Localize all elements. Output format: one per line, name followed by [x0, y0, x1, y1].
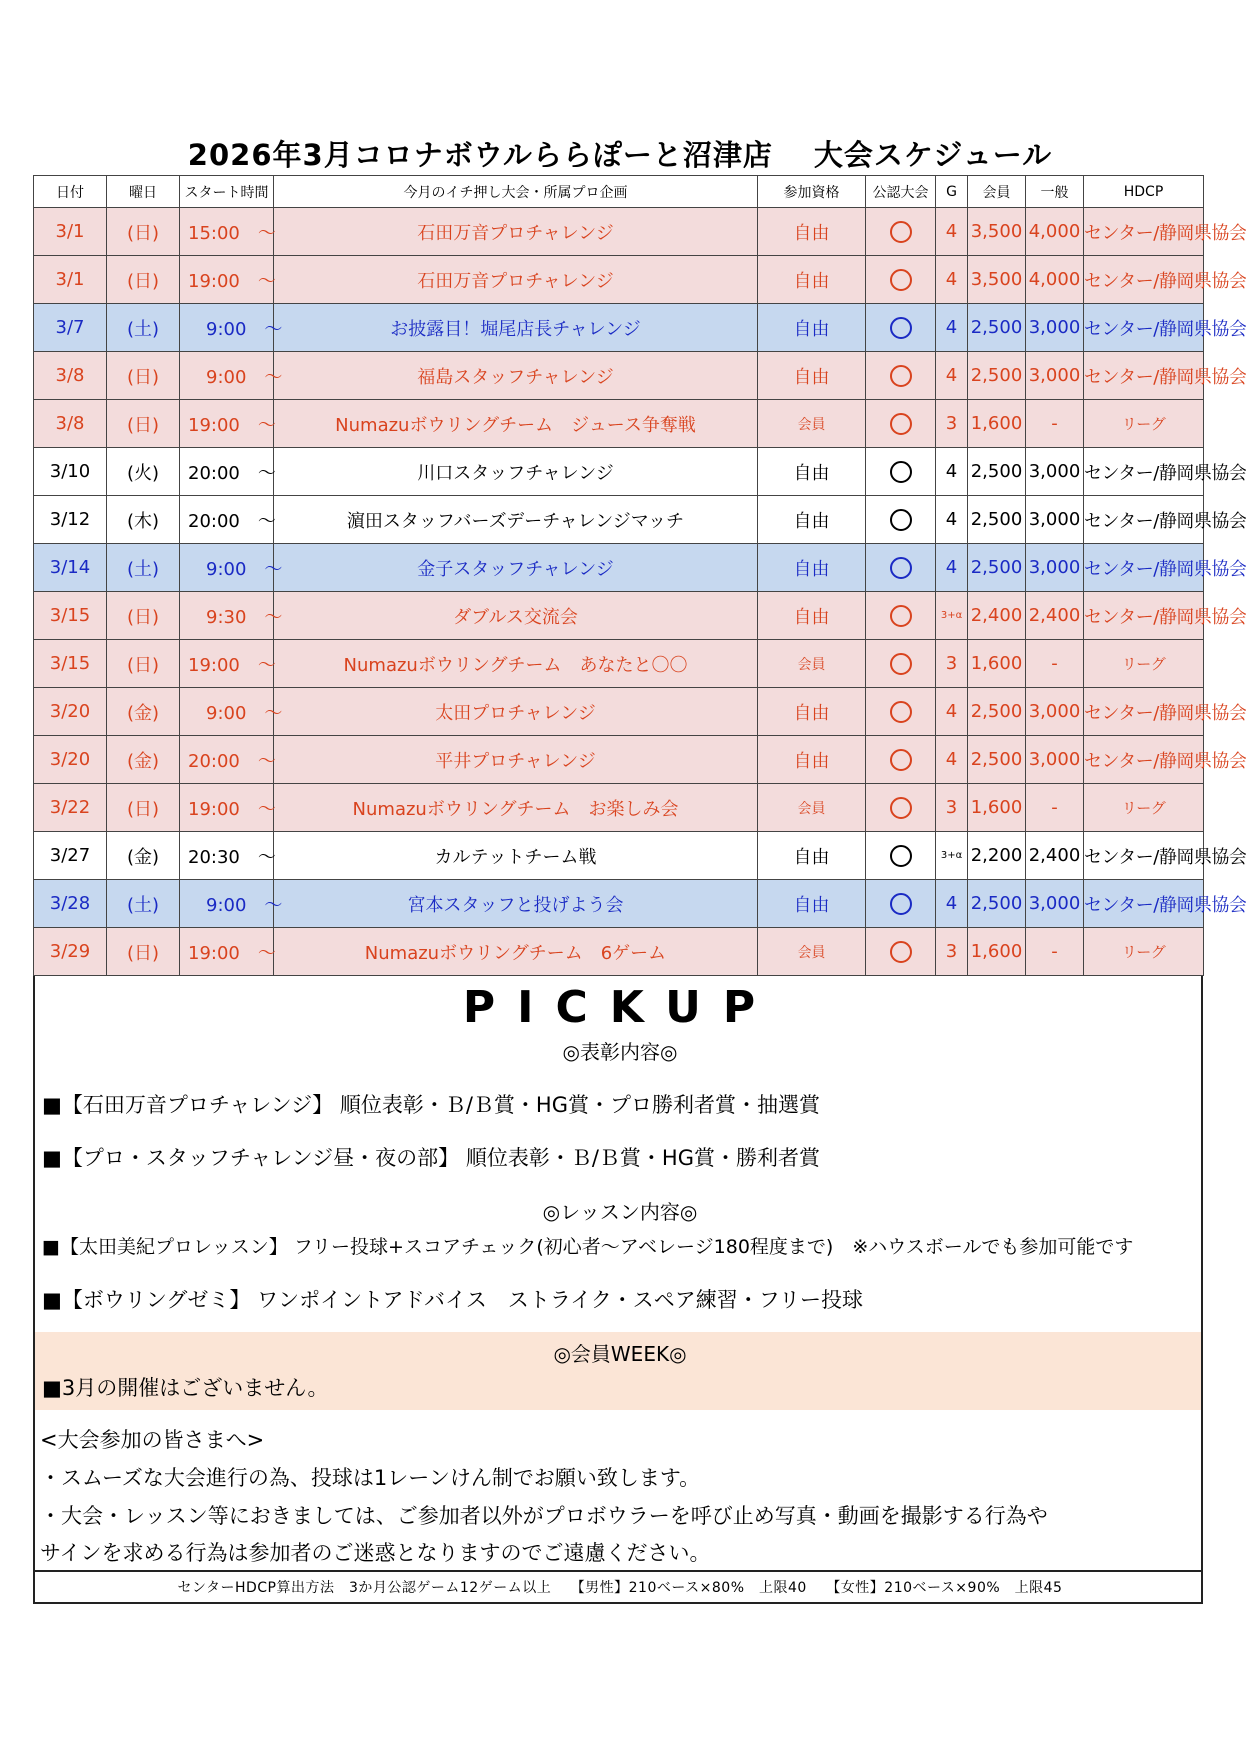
- row-event-name: 平井プロチャレンジ: [274, 736, 758, 784]
- row-event-name: 宮本スタッフと投げよう会: [274, 880, 758, 928]
- schedule-row: [34, 256, 1204, 304]
- row-games: 4: [936, 880, 968, 928]
- notes-line: サインを求める行為は参加者のご迷惑となりますのでご遠慮ください。: [40, 1541, 711, 1565]
- schedule-row: [34, 688, 1204, 736]
- row-day: (金): [107, 736, 180, 784]
- row-qualification: 会員: [758, 400, 866, 448]
- row-sanctioned: [866, 352, 936, 400]
- notes-line: ・スムーズな大会進行の為、投球は1レーンけん制でお願い致します。: [40, 1466, 701, 1490]
- row-member-fee: 1,600: [968, 400, 1026, 448]
- sanctioned-circle-icon: [890, 221, 912, 243]
- row-games: 4: [936, 208, 968, 256]
- schedule-row: [34, 736, 1204, 784]
- row-hdcp: センター/静岡県協会: [1084, 208, 1204, 256]
- row-member-fee: 2,500: [968, 352, 1026, 400]
- header-date: 日付: [34, 176, 107, 208]
- row-general-fee: -: [1026, 928, 1084, 976]
- notes-heading: <大会参加の皆さまへ>: [40, 1428, 265, 1452]
- row-start-time: 20:00 ～: [180, 448, 274, 496]
- row-sanctioned: [866, 880, 936, 928]
- row-day: (日): [107, 208, 180, 256]
- row-sanctioned: [866, 448, 936, 496]
- row-start-time: 9:00 ～: [180, 304, 274, 352]
- row-date: 3/10: [34, 448, 107, 496]
- row-general-fee: 3,000: [1026, 880, 1084, 928]
- row-hdcp: センター/静岡県協会: [1084, 448, 1204, 496]
- row-general-fee: 4,000: [1026, 256, 1084, 304]
- row-games: 3+α: [936, 832, 968, 880]
- row-qualification: 会員: [758, 928, 866, 976]
- row-day: (日): [107, 592, 180, 640]
- row-member-fee: 2,500: [968, 544, 1026, 592]
- row-hdcp: センター/静岡県協会: [1084, 544, 1204, 592]
- sanctioned-circle-icon: [890, 653, 912, 675]
- row-qualification: 自由: [758, 544, 866, 592]
- sanctioned-circle-icon: [890, 941, 912, 963]
- lesson-line: ■【太田美紀プロレッスン】 フリー投球+スコアチェック(初心者～アベレージ180程度まで) ※ハウスボールでも参加可能です: [42, 1236, 1134, 1258]
- row-qualification: 自由: [758, 208, 866, 256]
- row-event-name: 金子スタッフチャレンジ: [274, 544, 758, 592]
- sanctioned-circle-icon: [890, 509, 912, 531]
- row-general-fee: -: [1026, 400, 1084, 448]
- row-member-fee: 2,500: [968, 304, 1026, 352]
- sanctioned-circle-icon: [890, 269, 912, 291]
- sanctioned-circle-icon: [890, 893, 912, 915]
- row-qualification: 自由: [758, 352, 866, 400]
- header-member-fee: 会員: [968, 176, 1026, 208]
- lesson-line: ■【ボウリングゼミ】 ワンポイントアドバイス ストライク・スペア練習・フリー投球: [42, 1288, 863, 1312]
- row-date: 3/27: [34, 832, 107, 880]
- award-line: ■【プロ・スタッフチャレンジ昼・夜の部】 順位表彰・Ｂ/Ｂ賞・HG賞・勝利者賞: [42, 1146, 820, 1170]
- row-start-time: 9:30 ～: [180, 592, 274, 640]
- row-hdcp: リーグ: [1084, 400, 1204, 448]
- row-qualification: 自由: [758, 304, 866, 352]
- row-start-time: 9:00 ～: [180, 880, 274, 928]
- row-general-fee: 2,400: [1026, 832, 1084, 880]
- row-member-fee: 3,500: [968, 256, 1026, 304]
- row-games: 4: [936, 256, 968, 304]
- row-day: (日): [107, 352, 180, 400]
- schedule-row: [34, 496, 1204, 544]
- row-general-fee: 3,000: [1026, 496, 1084, 544]
- row-event-name: お披露目！堀尾店長チャレンジ: [274, 304, 758, 352]
- row-date: 3/1: [34, 256, 107, 304]
- row-general-fee: 2,400: [1026, 592, 1084, 640]
- schedule-row: [34, 928, 1204, 976]
- row-general-fee: 3,000: [1026, 736, 1084, 784]
- row-member-fee: 1,600: [968, 640, 1026, 688]
- row-date: 3/8: [34, 352, 107, 400]
- row-day: (日): [107, 784, 180, 832]
- row-qualification: 自由: [758, 736, 866, 784]
- row-event-name: ダブルス交流会: [274, 592, 758, 640]
- row-games: 4: [936, 544, 968, 592]
- row-qualification: 自由: [758, 880, 866, 928]
- row-date: 3/22: [34, 784, 107, 832]
- schedule-row: [34, 400, 1204, 448]
- row-qualification: 自由: [758, 832, 866, 880]
- row-start-time: 19:00 ～: [180, 784, 274, 832]
- schedule-row: [34, 832, 1204, 880]
- row-qualification: 自由: [758, 592, 866, 640]
- schedule-row: [34, 640, 1204, 688]
- row-qualification: 会員: [758, 784, 866, 832]
- row-start-time: 9:00 ～: [180, 352, 274, 400]
- row-qualification: 自由: [758, 688, 866, 736]
- row-sanctioned: [866, 688, 936, 736]
- page-title: 2026年3月コロナボウルららぽーと沼津店 大会スケジュール: [187, 138, 1053, 172]
- row-start-time: 9:00 ～: [180, 544, 274, 592]
- member-week-heading: ◎会員WEEK◎: [553, 1342, 687, 1366]
- row-day: (日): [107, 256, 180, 304]
- row-games: 3: [936, 928, 968, 976]
- header-event: 今月のイチ押し大会・所属プロ企画: [274, 176, 758, 208]
- row-event-name: Numazuボウリングチーム あなたと〇〇: [274, 640, 758, 688]
- header-general-fee: 一般: [1026, 176, 1084, 208]
- row-member-fee: 2,500: [968, 448, 1026, 496]
- row-general-fee: -: [1026, 640, 1084, 688]
- row-member-fee: 1,600: [968, 928, 1026, 976]
- table-header-row: [34, 176, 1204, 208]
- row-day: (日): [107, 928, 180, 976]
- row-general-fee: 3,000: [1026, 544, 1084, 592]
- row-hdcp: リーグ: [1084, 928, 1204, 976]
- row-event-name: Numazuボウリングチーム ジュース争奪戦: [274, 400, 758, 448]
- row-member-fee: 3,500: [968, 208, 1026, 256]
- schedule-row: [34, 304, 1204, 352]
- pickup-heading: PICKUP: [462, 982, 778, 1033]
- schedule-table: [33, 175, 1246, 976]
- row-sanctioned: [866, 304, 936, 352]
- row-event-name: 福島スタッフチャレンジ: [274, 352, 758, 400]
- row-sanctioned: [866, 400, 936, 448]
- row-start-time: 19:00 ～: [180, 928, 274, 976]
- header-games: G: [936, 176, 968, 208]
- row-date: 3/15: [34, 640, 107, 688]
- row-day: (日): [107, 400, 180, 448]
- row-date: 3/1: [34, 208, 107, 256]
- schedule-row: [34, 352, 1204, 400]
- row-general-fee: 4,000: [1026, 208, 1084, 256]
- row-games: 3: [936, 400, 968, 448]
- schedule-row: [34, 544, 1204, 592]
- header-day: 曜日: [107, 176, 180, 208]
- row-hdcp: センター/静岡県協会: [1084, 304, 1204, 352]
- row-sanctioned: [866, 736, 936, 784]
- row-hdcp: センター/静岡県協会: [1084, 880, 1204, 928]
- row-hdcp: センター/静岡県協会: [1084, 688, 1204, 736]
- row-member-fee: 1,600: [968, 784, 1026, 832]
- row-general-fee: 3,000: [1026, 448, 1084, 496]
- row-member-fee: 2,500: [968, 496, 1026, 544]
- row-sanctioned: [866, 592, 936, 640]
- sanctioned-circle-icon: [890, 413, 912, 435]
- sanctioned-circle-icon: [890, 605, 912, 627]
- row-sanctioned: [866, 208, 936, 256]
- row-date: 3/28: [34, 880, 107, 928]
- row-start-time: 20:00 ～: [180, 496, 274, 544]
- row-day: (土): [107, 544, 180, 592]
- row-event-name: Numazuボウリングチーム 6ゲーム: [274, 928, 758, 976]
- row-sanctioned: [866, 928, 936, 976]
- row-member-fee: 2,500: [968, 880, 1026, 928]
- row-date: 3/14: [34, 544, 107, 592]
- row-sanctioned: [866, 640, 936, 688]
- row-date: 3/15: [34, 592, 107, 640]
- row-hdcp: リーグ: [1084, 640, 1204, 688]
- row-hdcp: センター/静岡県協会: [1084, 736, 1204, 784]
- row-day: (金): [107, 688, 180, 736]
- row-hdcp: センター/静岡県協会: [1084, 256, 1204, 304]
- schedule-row: [34, 592, 1204, 640]
- row-event-name: Numazuボウリングチーム お楽しみ会: [274, 784, 758, 832]
- hdcp-footer-note: センターHDCP算出方法 3か月公認ゲーム12ゲーム以上 【男性】210ベース×80% 上限40 【女性】210ベース×90% 上限45: [177, 1580, 1063, 1596]
- row-member-fee: 2,200: [968, 832, 1026, 880]
- row-start-time: 19:00 ～: [180, 256, 274, 304]
- row-start-time: 15:00 ～: [180, 208, 274, 256]
- sanctioned-circle-icon: [890, 845, 912, 867]
- header-start-time: スタート時間: [180, 176, 274, 208]
- row-games: 4: [936, 496, 968, 544]
- row-games: 3+α: [936, 592, 968, 640]
- row-member-fee: 2,500: [968, 688, 1026, 736]
- row-day: (土): [107, 880, 180, 928]
- row-event-name: 石田万音プロチャレンジ: [274, 256, 758, 304]
- row-games: 4: [936, 304, 968, 352]
- row-start-time: 19:00 ～: [180, 640, 274, 688]
- row-start-time: 20:00 ～: [180, 736, 274, 784]
- sanctioned-circle-icon: [890, 317, 912, 339]
- row-games: 4: [936, 352, 968, 400]
- row-games: 4: [936, 688, 968, 736]
- row-general-fee: -: [1026, 784, 1084, 832]
- award-line: ■【石田万音プロチャレンジ】 順位表彰・Ｂ/Ｂ賞・HG賞・プロ勝利者賞・抽選賞: [42, 1093, 820, 1117]
- row-date: 3/20: [34, 736, 107, 784]
- sanctioned-circle-icon: [890, 701, 912, 723]
- row-hdcp: センター/静岡県協会: [1084, 496, 1204, 544]
- row-start-time: 9:00 ～: [180, 688, 274, 736]
- sanctioned-circle-icon: [890, 461, 912, 483]
- schedule-row: [34, 880, 1204, 928]
- row-start-time: 19:00 ～: [180, 400, 274, 448]
- row-event-name: 川口スタッフチャレンジ: [274, 448, 758, 496]
- row-sanctioned: [866, 784, 936, 832]
- row-sanctioned: [866, 832, 936, 880]
- sanctioned-circle-icon: [890, 365, 912, 387]
- sanctioned-circle-icon: [890, 797, 912, 819]
- row-general-fee: 3,000: [1026, 688, 1084, 736]
- row-event-name: 太田プロチャレンジ: [274, 688, 758, 736]
- row-date: 3/7: [34, 304, 107, 352]
- member-week-text: ■3月の開催はございません。: [42, 1376, 329, 1400]
- sanctioned-circle-icon: [890, 749, 912, 771]
- row-qualification: 会員: [758, 640, 866, 688]
- row-hdcp: リーグ: [1084, 784, 1204, 832]
- row-sanctioned: [866, 544, 936, 592]
- row-member-fee: 2,500: [968, 736, 1026, 784]
- row-hdcp: センター/静岡県協会: [1084, 352, 1204, 400]
- notes-line: ・大会・レッスン等におきましては、ご参加者以外がプロボウラーを呼び止め写真・動画を撮影する行為や: [40, 1504, 1048, 1528]
- row-date: 3/12: [34, 496, 107, 544]
- row-start-time: 20:30 ～: [180, 832, 274, 880]
- header-hdcp: HDCP: [1084, 176, 1204, 208]
- row-day: (土): [107, 304, 180, 352]
- row-sanctioned: [866, 496, 936, 544]
- row-games: 4: [936, 736, 968, 784]
- row-qualification: 自由: [758, 496, 866, 544]
- header-qualification: 参加資格: [758, 176, 866, 208]
- row-day: (金): [107, 832, 180, 880]
- row-sanctioned: [866, 256, 936, 304]
- row-day: (火): [107, 448, 180, 496]
- row-general-fee: 3,000: [1026, 304, 1084, 352]
- schedule-row: [34, 208, 1204, 256]
- sanctioned-circle-icon: [890, 557, 912, 579]
- row-event-name: 石田万音プロチャレンジ: [274, 208, 758, 256]
- footer-divider: [33, 1570, 1203, 1572]
- row-games: 3: [936, 784, 968, 832]
- row-qualification: 自由: [758, 256, 866, 304]
- row-hdcp: センター/静岡県協会: [1084, 592, 1204, 640]
- row-date: 3/8: [34, 400, 107, 448]
- row-hdcp: センター/静岡県協会: [1084, 832, 1204, 880]
- row-games: 4: [936, 448, 968, 496]
- row-member-fee: 2,400: [968, 592, 1026, 640]
- header-sanctioned: 公認大会: [866, 176, 936, 208]
- lessons-heading: ◎レッスン内容◎: [542, 1200, 698, 1224]
- row-games: 3: [936, 640, 968, 688]
- row-qualification: 自由: [758, 448, 866, 496]
- row-day: (日): [107, 640, 180, 688]
- row-date: 3/20: [34, 688, 107, 736]
- row-event-name: カルテットチーム戦: [274, 832, 758, 880]
- awards-heading: ◎表彰内容◎: [562, 1040, 678, 1064]
- row-general-fee: 3,000: [1026, 352, 1084, 400]
- row-date: 3/29: [34, 928, 107, 976]
- row-day: (木): [107, 496, 180, 544]
- row-event-name: 濵田スタッフバーズデーチャレンジマッチ: [274, 496, 758, 544]
- schedule-row: [34, 448, 1204, 496]
- schedule-row: [34, 784, 1204, 832]
